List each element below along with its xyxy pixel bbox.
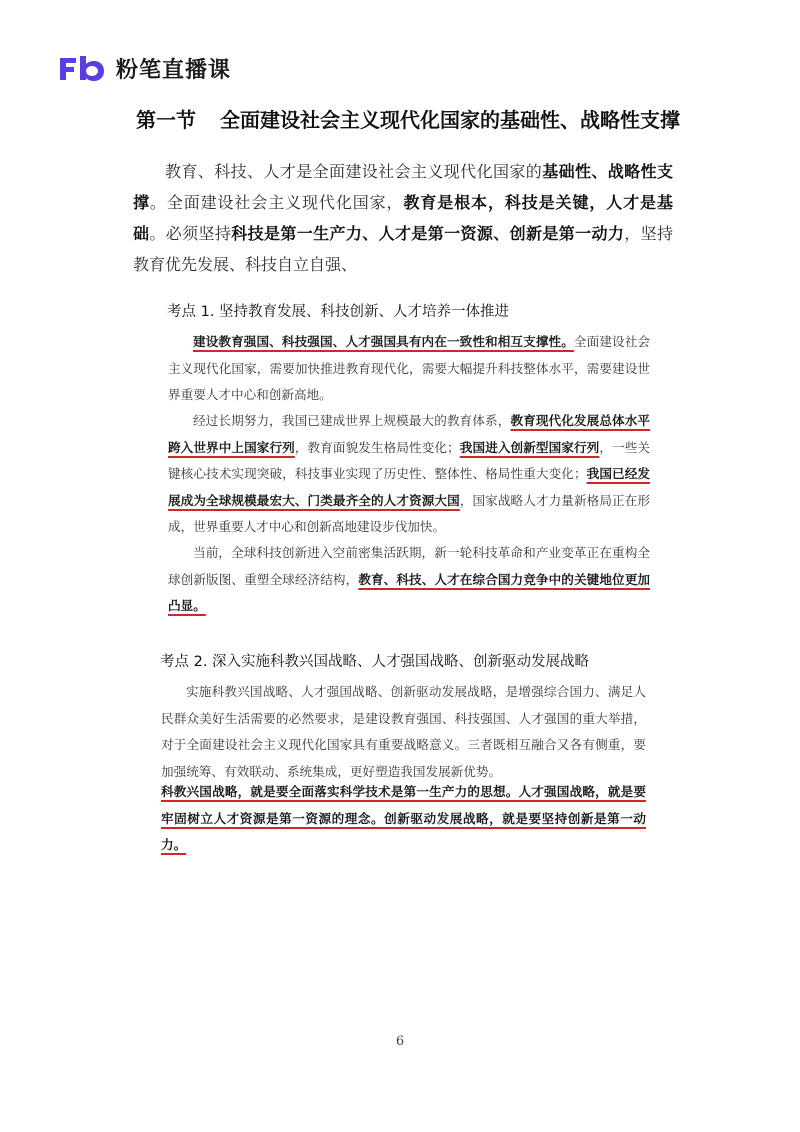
highlight-text: 教育现代化发展总体水平跨入世界中上国家行列 [168,413,651,455]
kaodian-1-heading: 考点 1. 坚持教育发展、科技创新、人才培养一体推进 [167,304,510,320]
highlight-text: 创新驱动发展战略，就是要坚持创新是第一动力。 [161,810,647,852]
kaodian-2-paragraph-1 [161,679,646,785]
intro-bold-1: 基础性、战略性支撑 [133,162,673,212]
body-text: ，一些关键核心技术实现突破，科技事业实现了历史性、整体性、格局性重大变化； [168,439,651,481]
intro-text-1: 教育、科技、人才是全面建设社会主义现代化国家的 [165,162,543,181]
highlight-text: 建设教育强国、科技强国、人才强国具有内在一致性和相互支撑性。 [193,334,574,349]
kaodian-2-paragraph-2 [161,779,646,859]
kaodian-2-heading: 考点 2. 深入实施科教兴国战略、人才强国战略、创新驱动发展战略 [160,654,590,670]
intro-text-2: 。全面建设社会主义现代化国家， [149,193,404,212]
body-text: 经过长期努力，我国已建成世界上规模最大的教育体系， [193,413,511,428]
section-number: 第一节 [136,108,196,132]
section-title-text: 全面建设社会主义现代化国家的基础性、战略性支撑 [220,108,680,132]
highlight-text: 人才强国战略，就是要牢固树立人才资源是第一资源的理念。 [161,784,647,826]
kaodian-1-paragraph-1 [168,329,650,409]
intro-paragraph [133,156,673,280]
brand-name: 粉笔直播课 [116,57,232,83]
highlight-text: 我国已经发展成为全球规模最宏大、门类最齐全的人才资源大国 [168,466,651,508]
intro-bold-3: 科技是第一生产力、人才是第一资源、创新是第一动力 [231,224,625,243]
kaodian-1-paragraph-3 [168,540,650,620]
highlight-text: 教育、科技、人才在综合国力竞争中的关键地位更加凸显。 [168,571,651,613]
kaodian-1-paragraph-2 [168,408,650,541]
page-number: 6 [395,1034,405,1049]
highlight-text: 科教兴国战略，就是要全面落实科学技术是第一生产力的思想。 [161,784,519,799]
body-text: ，国家战略人才力量新格局正在形成，世界重要人才中心和创新高地建设步伐加快。 [168,492,651,534]
intro-text-3: 。必须坚持 [149,224,232,243]
body-text: ，教育面貌发生格局性变化； [294,439,460,455]
fenbi-logo-icon [58,54,108,82]
body-text: 当前，全球科技创新进入空前密集活跃期，新一轮科技革命和产业变革正在重构全球创新版图、重塑全球经济结构， [168,545,650,587]
body-text: 实施科教兴国战略、人才强国战略、创新驱动发展战略，是增强综合国力、满足人民群众美好生活需要的必然要求，是建设教育强国、科技强国、人才强国的重大举措，对于全面建设社会主义现代化国家具有重要战略意义。三者既相互融合又各有侧重，要加强统筹、有效联动、系统集成，更好塑造我国发展新优势。 [161,684,646,779]
highlight-text: 我国进入创新型国家行列 [459,439,600,455]
intro-bold-2: 教育是根本，科技是关键，人才是基础 [133,193,673,243]
intro-text-4: ，坚持教育优先发展、科技自立自强、 [133,224,673,274]
section-title [136,104,696,133]
body-text: 全面建设社会主义现代化国家，需要加快推进教育现代化，需要大幅提升科技整体水平，需要建设世界重要人才中心和创新高地。 [168,334,651,402]
brand-logo [58,52,231,84]
